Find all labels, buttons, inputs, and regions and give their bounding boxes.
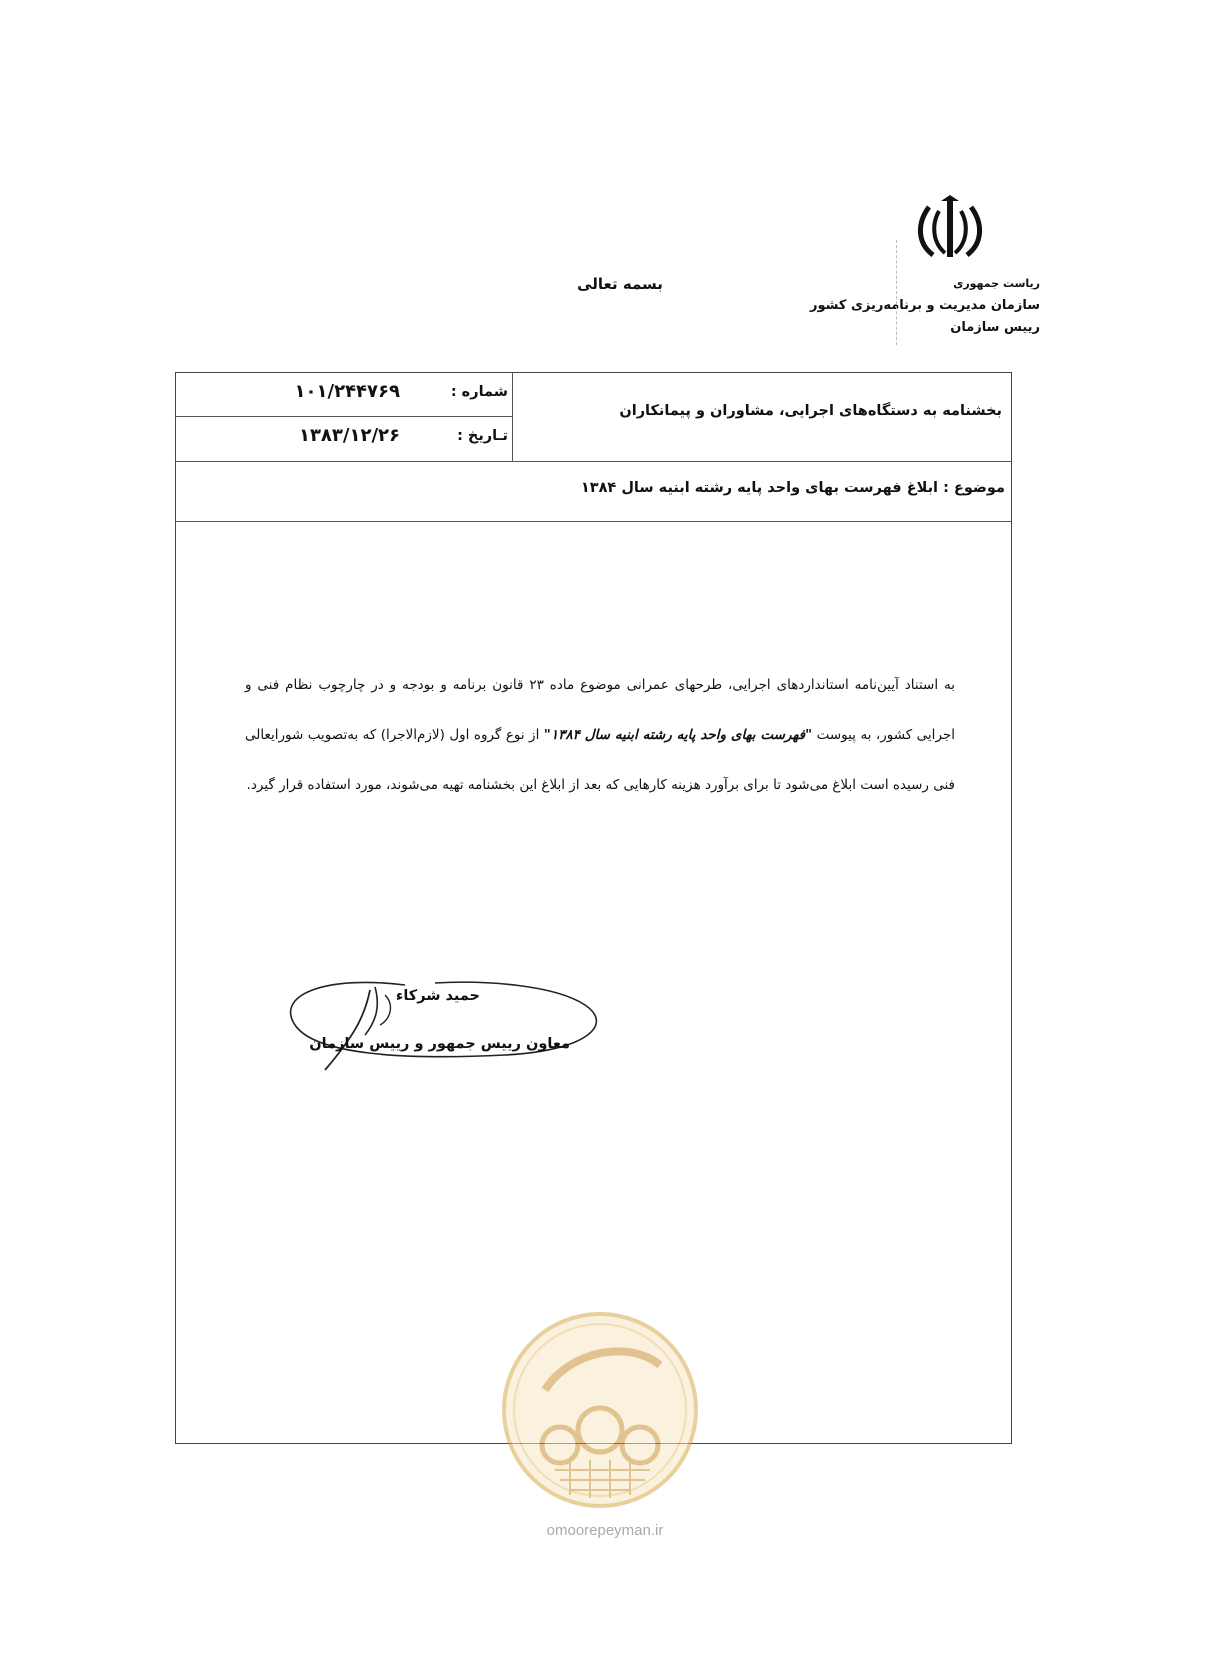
letter-number: ۱۰۱/۲۴۴۷۶۹ [294, 381, 400, 402]
bismillah: بسمه تعالی [577, 275, 663, 293]
org-office: رییس سازمان [950, 320, 1040, 335]
org-presidency: ریاست جمهوری [953, 277, 1040, 290]
letter-subject: موضوع : ابلاغ فهرست بهای واحد پایه رشته ابنیه سال ۱۳۸۴ [580, 480, 1005, 496]
letter-frame [175, 372, 1012, 1444]
meta-column-line [512, 372, 513, 461]
date-label: تـاریخ : [457, 428, 508, 444]
body-text-part2: از نوع گروه اول (لازم‌الاجرا) که به‌تصویب شورایعالی فنی رسیده است ابلاغ می‌شود تا برای برآورد هزینه کارهایی که بعد از ابلاغ این بخشنامه تهیه می‌شوند، مورد استفاده قرار گیرد. [245, 727, 955, 793]
subject-divider-line [175, 521, 1011, 522]
body-emphasis-title: "فهرست بهای واحد پایه رشته ابنیه سال ۱۳۸۴" [543, 727, 813, 743]
header-divider [896, 240, 897, 345]
header-divider-line [175, 461, 1011, 462]
number-label: شماره : [450, 384, 508, 400]
watermark-logo-icon [500, 1310, 700, 1510]
meta-row-line [175, 416, 512, 417]
organization-header [810, 273, 1040, 339]
signer-title: معاون رییس جمهور و رییس سازمان [309, 1036, 570, 1052]
watermark-url: omoorepeyman.ir [546, 1522, 664, 1539]
body-text-part1: به استناد آیین‌نامه استانداردهای اجرایی، طرحهای عمرانی موضوع ماده ۲۳ قانون برنامه و بودجه و در چارچوب نظام فنی و اجرایی کشور، به پیوست [245, 677, 955, 743]
org-name: سازمان مدیریت و برنامه‌ریزی کشور [810, 298, 1040, 313]
letter-date: ۱۳۸۳/۱۲/۲۶ [298, 425, 400, 446]
letter-recipient: بخشنامه به دستگاه‌های اجرایی، مشاوران و پیمانکاران [619, 403, 1002, 419]
iran-emblem-icon [915, 195, 985, 265]
signer-name: حمید شرکاء [395, 988, 480, 1004]
letter-body [245, 660, 955, 810]
